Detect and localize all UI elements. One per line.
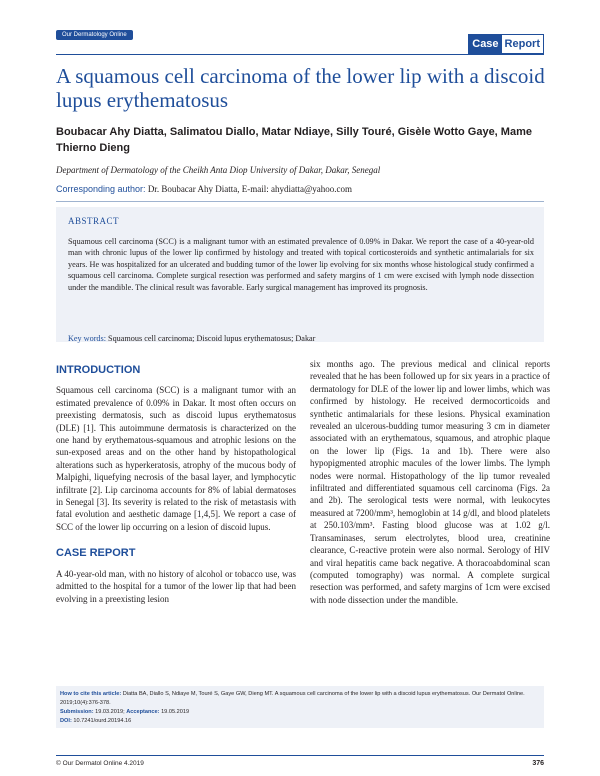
cite-text: Diatta BA, Diallo S, Ndiaye M, Touré S, Gaye GW, Dieng MT. A squamous cell carcinoma of the lower lip with a discoid lupus erythematosus. Our Dermatol Online. 2019;10(4):376-378. xyxy=(60,691,525,706)
keywords-label: Key words: xyxy=(68,334,106,343)
corresponding-label: Corresponding author: xyxy=(56,184,146,194)
doi xyxy=(60,717,540,726)
article-type-case: Case xyxy=(469,35,501,53)
case-report-heading: CASE REPORT xyxy=(56,547,136,560)
introduction-text: Squamous cell carcinoma (SCC) is a malignant tumor with an estimated prevalence of 0.09% in Dakar. It most often occurs on preexisting dermatosis, such as discoid lupus erythematosus (DLE) [1]. This autoimmune dermatosis is characterized on the one hand by erythematous-squamous and atrophic lesions on the sun-exposed areas and on the other hand by histopathological alterations such as hyperkeratosis, atrophy of the mucous body of Malpighi, liquefying necrosis of the basal layer, and lymphocytic infiltrate [2]. Lip carcinoma accounts for 8% of labial dermatoses in Senegal [3]. Its severity is related to the risk of metastasis with fatal evolution and aesthetic damage [1,4,5]. We report a case of SCC of the lower lip occurring on a lesion of discoid lupus. xyxy=(56,385,296,532)
corresponding-divider xyxy=(56,201,544,202)
left-column xyxy=(56,364,296,605)
case-report-text: A 40-year-old man, with no history of alcohol or tobacco use, was admitted to the hospital for a tumor of the lower lip that had been evolving in a preexisting lesion xyxy=(56,568,296,604)
right-column xyxy=(310,358,550,606)
article-type-report: Report xyxy=(504,38,540,50)
abstract-panel xyxy=(56,207,544,342)
abstract-heading: ABSTRACT xyxy=(68,216,120,226)
article-title: A squamous cell carcinoma of the lower lip with a discoid lupus erythematosus xyxy=(56,64,545,112)
doi-value: 10.7241/ourd.20194.16 xyxy=(71,718,132,724)
case-report-continued: six months ago. The previous medical and clinical reports revealed that he has been followed up for six years in a practice of dermatology for DLE of the lower lip and lower limbs, which was confirmed by histology. He received dermocorticoids and synthetic antimalarials for these lesions. Physical examination revealed an ulcerous-budding tumor measuring 3 cm in diameter associated with an erythematous, squamous, and atrophic plaque on the lower lip (Figs. 1a and 1b). There were also hypopigmented atrophic macules of the lower limbs. The lymph nodes were normal. Histopathology of the lip tumor revealed infiltrated and differentiated squamous cell carcinoma (Figs. 2a and 2b). The serological tests were normal, with leukocytes measured at 7200/mm³, hemoglobin at 14 g/dl, and blood platelets at 250.103/mm³. Fasting blood glucose was at 1.02 g/l. Transaminases, serum electrolytes, blood urea, creatinine clearance, C-reactive protein were also normal. Serology of HIV and viral hepatitis came back negative. A thoracoabdominal scan (computed tomography) was normal. A complete surgical resection was performed, and safety margins of 1cm were excised with node dissection under the mandible. xyxy=(310,359,550,605)
dates xyxy=(60,708,540,717)
cite-label: How to cite this article: xyxy=(60,691,122,697)
abstract-text: Squamous cell carcinoma (SCC) is a malignant tumor with an estimated prevalence of 0.09% in Dakar. We report the case of a 40-year-old man with chronic lupus of the lower lip confirmed by histology and treated with topical corticosteroids and synthetic antimalarials for six years. He was hospitalized for an ulcerated and budding tumor of the lower lip evolving for six months whose histological study confirmed a squamous cell carcinoma. Complete surgical resection was performed and safety margins of 1 cm were excised with lymph node dissection under the mandible. The clinical result was favorable. Early surgical management has improved its prognosis. xyxy=(68,237,534,292)
header-divider xyxy=(56,54,544,55)
footer-divider xyxy=(56,755,544,756)
corresponding-author xyxy=(56,184,352,194)
how-to-cite xyxy=(60,690,540,708)
acceptance-date: 19.05.2019 xyxy=(159,709,190,715)
acceptance-label: Acceptance: xyxy=(126,709,160,715)
article-type-badge xyxy=(468,34,544,54)
keywords xyxy=(68,334,315,343)
submission-label: Submission: xyxy=(60,709,94,715)
citation-panel xyxy=(56,686,544,728)
submission-date: 19.03.2019; xyxy=(93,709,125,715)
doi-label: DOI: xyxy=(60,718,72,724)
corresponding-text: Dr. Boubacar Ahy Diatta, E-mail: ahydiatta@yahoo.com xyxy=(145,184,353,194)
copyright: © Our Dermatol Online 4.2019 xyxy=(56,760,144,767)
introduction-heading: INTRODUCTION xyxy=(56,364,141,376)
journal-tag: Our Dermatology Online xyxy=(56,30,133,40)
page-number: 376 xyxy=(532,760,544,767)
author-list: Boubacar Ahy Diatta, Salimatou Diallo, Matar Ndiaye, Silly Touré, Gisèle Wotto Gaye, Mame Thierno Dieng xyxy=(56,126,532,154)
affiliation: Department of Dermatology of the Cheikh Anta Diop University of Dakar, Dakar, Senegal xyxy=(56,165,381,175)
keywords-text: Squamous cell carcinoma; Discoid lupus erythematosus; Dakar xyxy=(105,334,316,343)
